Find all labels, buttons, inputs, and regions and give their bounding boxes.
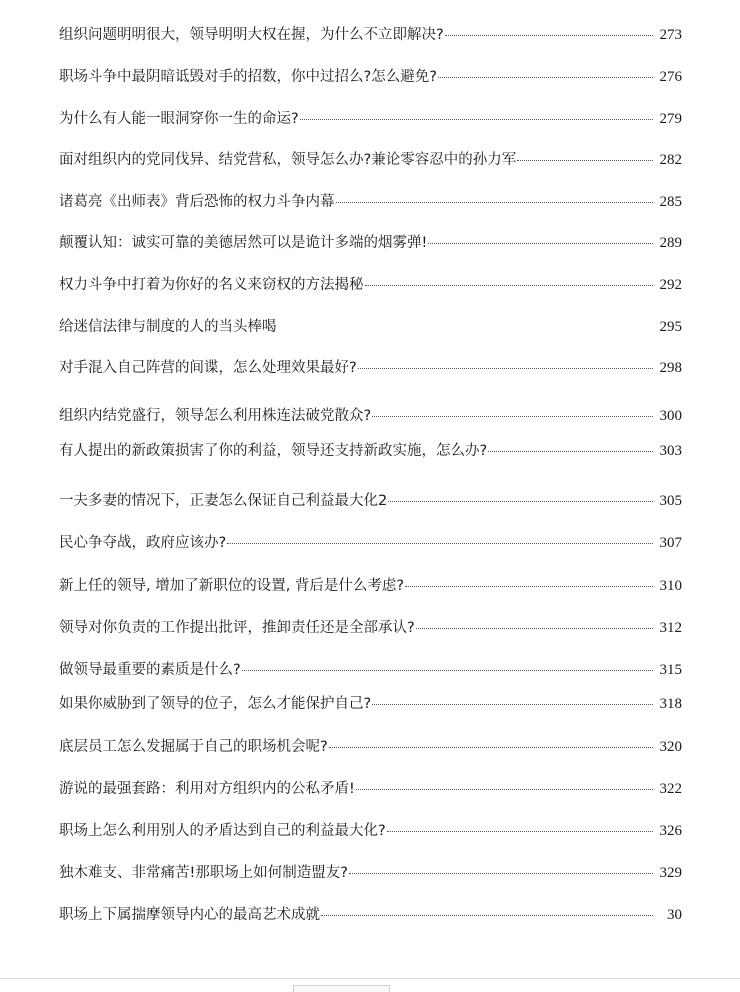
toc-dot-leader (372, 704, 653, 705)
toc-dot-leader (517, 160, 653, 161)
toc-entry-title: 一夫多妻的情况下，正妻怎么保证自己利益最大化2 (59, 493, 388, 509)
toc-entry-title: 为什么有人能一眼洞穿你一生的命运? (59, 111, 299, 127)
toc-entry-page: 292 (659, 277, 682, 293)
toc-entry-page: 329 (659, 865, 682, 881)
toc-dot-leader (445, 35, 653, 36)
toc-entry-page: 285 (659, 194, 682, 210)
toc-entry-page: 289 (659, 235, 682, 251)
toc-entry-title: 职场斗争中最阴暗诋毁对手的招数，你中过招么?怎么避免? (59, 69, 437, 85)
toc-entry-title: 新上任的领导, 增加了新职位的设置, 背后是什么考虑? (59, 578, 405, 594)
toc-entry-title: 游说的最强套路：利用对方组织内的公私矛盾! (59, 781, 355, 797)
toc-entry[interactable] (59, 406, 682, 426)
page-footer (0, 978, 740, 988)
toc-dot-leader (438, 77, 653, 78)
toc-dot-leader (405, 586, 653, 587)
toc-entry[interactable] (59, 737, 682, 757)
toc-entry-title: 组织问题明明很大，领导明明大权在握，为什么不立即解决? (59, 27, 444, 43)
toc-entry-title: 民心争夺战，政府应该办? (59, 535, 227, 551)
toc-entry-page: 300 (659, 408, 682, 424)
toc-entry-page: 307 (659, 535, 682, 551)
page-navigator-tab[interactable] (293, 985, 390, 992)
toc-entry-page: 318 (659, 696, 682, 712)
toc-entry-title: 独木难支、非常痛苦!那职场上如何制造盟友? (59, 865, 349, 881)
toc-dot-leader (428, 243, 653, 244)
toc-entry[interactable] (59, 150, 682, 170)
toc-entry-title: 有人提出的新政策损害了你的利益，领导还支持新政实施，怎么办? (59, 443, 488, 459)
toc-entry[interactable] (59, 67, 682, 87)
toc-entry[interactable] (59, 821, 682, 841)
toc-entry-page: 312 (659, 620, 682, 636)
toc-entry-title: 职场上下属揣摩领导内心的最高艺术成就 (59, 907, 320, 923)
toc-entry[interactable] (59, 660, 682, 680)
toc-dot-leader (321, 915, 653, 916)
toc-dot-leader (336, 202, 654, 203)
toc-entry[interactable] (59, 863, 682, 883)
toc-entry[interactable] (59, 441, 682, 461)
toc-entry[interactable] (59, 618, 682, 638)
toc-dot-leader (372, 416, 653, 417)
toc-entry[interactable] (59, 275, 682, 295)
toc-dot-leader (349, 873, 653, 874)
toc-entry-title: 权力斗争中打着为你好的名义来窃权的方法揭秘 (59, 277, 364, 293)
toc-dot-leader (358, 368, 653, 369)
toc-entry-title: 对手混入自己阵营的间谍，怎么处理效果最好? (59, 360, 357, 376)
footer-divider (0, 978, 740, 979)
toc-dot-leader (300, 119, 653, 120)
toc-entry[interactable] (59, 358, 682, 378)
toc-entry-title: 底层员工怎么发掘属于自己的职场机会呢? (59, 739, 328, 755)
toc-dot-leader (488, 451, 653, 452)
toc-entry-page: 320 (659, 739, 682, 755)
toc-dot-leader (329, 747, 653, 748)
toc-entry-page: 310 (659, 578, 682, 594)
toc-entry-page: 298 (659, 360, 682, 376)
toc-entry-page: 276 (659, 69, 682, 85)
toc-entry-page: 273 (659, 27, 682, 43)
toc-entry-page: 326 (659, 823, 682, 839)
toc-entry-title: 如果你威胁到了领导的位子，怎么才能保护自己? (59, 696, 372, 712)
toc-entry-page: 305 (659, 493, 682, 509)
toc-entry-title: 颠覆认知：诚实可靠的美德居然可以是诡计多端的烟雾弹! (59, 235, 428, 251)
toc-entry-page: 315 (659, 662, 682, 678)
toc-entry-title: 领导对你负责的工作提出批评，推卸责任还是全部承认? (59, 620, 415, 636)
toc-entry-title: 诸葛亮《出师表》背后恐怖的权力斗争内幕 (59, 194, 335, 210)
toc-entry[interactable] (59, 109, 682, 129)
toc-entry-page: 279 (659, 111, 682, 127)
toc-entry-title: 职场上怎么利用别人的矛盾达到自己的利益最大化? (59, 823, 386, 839)
toc-entry[interactable] (59, 192, 682, 212)
toc-entry-title: 给迷信法律与制度的人的当头棒喝 (59, 319, 277, 335)
toc-entry[interactable] (59, 317, 682, 337)
toc-entry[interactable] (59, 491, 682, 511)
toc-entry[interactable] (59, 576, 682, 596)
toc-entry-page: 303 (659, 443, 682, 459)
toc-entry[interactable] (59, 779, 682, 799)
toc-entry[interactable] (59, 25, 682, 45)
toc-entry[interactable] (59, 533, 682, 553)
toc-entry-page: 322 (659, 781, 682, 797)
toc-entry-page: 295 (659, 319, 682, 335)
toc-entry[interactable] (59, 233, 682, 253)
toc-entry-title: 面对组织内的党同伐异、结党营私，领导怎么办?兼论零容忍中的孙力军 (59, 152, 517, 168)
toc-entry-title: 组织内结党盛行，领导怎么利用株连法破党散众? (59, 408, 372, 424)
toc-dot-leader (242, 670, 653, 671)
toc-dot-leader (365, 285, 654, 286)
toc-dot-leader (388, 501, 653, 502)
toc-entry-page: 30 (667, 907, 682, 923)
toc-dot-leader (356, 789, 653, 790)
toc-entry-title: 做领导最重要的素质是什么? (59, 662, 241, 678)
toc-dot-leader (387, 831, 653, 832)
toc-dot-leader (227, 543, 653, 544)
toc-entry[interactable] (59, 694, 682, 714)
toc-entry[interactable] (59, 905, 682, 925)
toc-entry-page: 282 (659, 152, 682, 168)
toc-dot-leader (416, 628, 653, 629)
